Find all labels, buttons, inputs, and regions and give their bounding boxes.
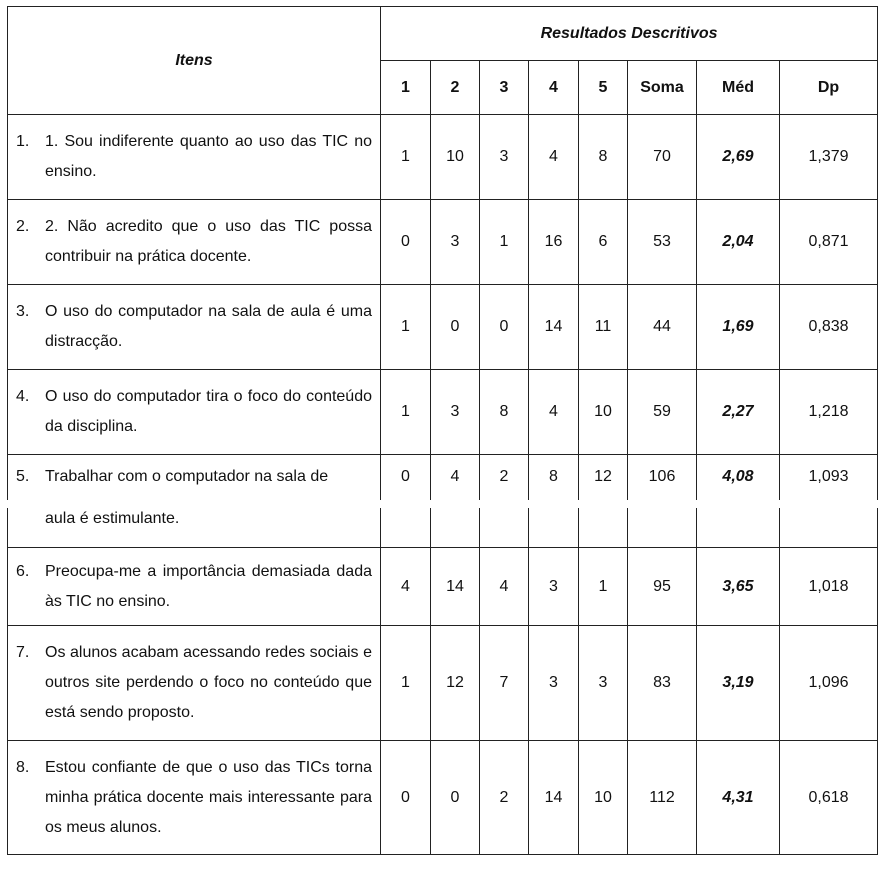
value-cell: 0,871 bbox=[780, 200, 878, 285]
item-number: 3. bbox=[16, 303, 30, 320]
item-cell bbox=[8, 200, 381, 285]
value-cell: 10 bbox=[579, 741, 628, 855]
value-cell: 3 bbox=[529, 548, 579, 626]
col-header: Soma bbox=[628, 61, 697, 115]
value-cell: 3 bbox=[431, 370, 480, 455]
table-row bbox=[8, 741, 878, 855]
value-cell: 1,379 bbox=[780, 115, 878, 200]
value-cell: 1 bbox=[381, 626, 431, 741]
value-cell: 0 bbox=[431, 741, 480, 855]
col-header: 5 bbox=[579, 61, 628, 115]
item-text-continued: aula é estimulante. bbox=[45, 509, 180, 527]
value-cell: 4 bbox=[529, 370, 579, 455]
col-header: 2 bbox=[431, 61, 480, 115]
item-text: Preocupa-me a importância demasiada dada às TIC no ensino. bbox=[45, 562, 372, 610]
col-header: 1 bbox=[381, 61, 431, 115]
item-text: Os alunos acabam acessando redes sociais e outros site perdendo o foco no conteúdo que está sendo proposto. bbox=[45, 644, 372, 721]
item-cell bbox=[8, 508, 381, 548]
value-cell: 1 bbox=[381, 115, 431, 200]
value-cell: 3 bbox=[579, 626, 628, 741]
value-cell: 14 bbox=[529, 741, 579, 855]
value-cell: 10 bbox=[579, 370, 628, 455]
table-row bbox=[8, 548, 878, 626]
mean-cell: 2,27 bbox=[697, 370, 780, 455]
value-cell: 16 bbox=[529, 200, 579, 285]
value-cell: 70 bbox=[628, 115, 697, 200]
value-cell: 1,218 bbox=[780, 370, 878, 455]
value-cell: 12 bbox=[431, 626, 480, 741]
value-cell: 95 bbox=[628, 548, 697, 626]
table-row bbox=[8, 285, 878, 370]
value-cell: 1,018 bbox=[780, 548, 878, 626]
item-number: 5. bbox=[16, 468, 30, 486]
value-cell: 0 bbox=[381, 741, 431, 855]
value-cell: 1 bbox=[381, 370, 431, 455]
value-cell: 0 bbox=[381, 455, 431, 500]
value-cell: 53 bbox=[628, 200, 697, 285]
value-cell: 4 bbox=[381, 548, 431, 626]
item-cell bbox=[8, 455, 381, 500]
mean-cell: 1,69 bbox=[697, 285, 780, 370]
page-break bbox=[8, 500, 878, 508]
value-cell: 14 bbox=[529, 285, 579, 370]
table-row-continued bbox=[8, 508, 878, 548]
results-table bbox=[7, 6, 878, 855]
table-row bbox=[8, 115, 878, 200]
table-row bbox=[8, 370, 878, 455]
item-text: Trabalhar com o computador na sala de bbox=[45, 468, 329, 486]
col-header: 4 bbox=[529, 61, 579, 115]
value-cell: 3 bbox=[431, 200, 480, 285]
item-cell bbox=[8, 741, 381, 855]
item-number: 1. bbox=[16, 133, 30, 150]
value-cell: 0 bbox=[381, 200, 431, 285]
value-cell: 59 bbox=[628, 370, 697, 455]
item-text: O uso do computador na sala de aula é uma distracção. bbox=[45, 303, 372, 350]
mean-cell: 2,04 bbox=[697, 200, 780, 285]
value-cell: 8 bbox=[529, 455, 579, 500]
mean-cell: 3,65 bbox=[697, 548, 780, 626]
value-cell: 14 bbox=[431, 548, 480, 626]
item-text: 2. Não acredito que o uso das TIC possa contribuir na prática docente. bbox=[45, 218, 372, 265]
value-cell: 112 bbox=[628, 741, 697, 855]
value-cell: 0,618 bbox=[780, 741, 878, 855]
table-row bbox=[8, 455, 878, 500]
value-cell: 6 bbox=[579, 200, 628, 285]
value-cell: 2 bbox=[480, 741, 529, 855]
value-cell: 11 bbox=[579, 285, 628, 370]
col-header: 3 bbox=[480, 61, 529, 115]
value-cell: 1 bbox=[381, 285, 431, 370]
item-cell bbox=[8, 115, 381, 200]
value-cell: 1 bbox=[480, 200, 529, 285]
item-text: 1. Sou indiferente quanto ao uso das TIC no ensino. bbox=[45, 133, 372, 180]
item-number: 8. bbox=[16, 758, 30, 776]
table-row bbox=[8, 626, 878, 741]
mean-cell: 2,69 bbox=[697, 115, 780, 200]
value-cell: 4 bbox=[529, 115, 579, 200]
value-cell: 7 bbox=[480, 626, 529, 741]
value-cell: 44 bbox=[628, 285, 697, 370]
item-number: 6. bbox=[16, 562, 30, 580]
header-itens: Itens bbox=[8, 7, 381, 115]
mean-cell: 4,31 bbox=[697, 741, 780, 855]
value-cell: 8 bbox=[579, 115, 628, 200]
item-text: O uso do computador tira o foco do conteúdo da disciplina. bbox=[45, 388, 372, 435]
value-cell: 4 bbox=[480, 548, 529, 626]
value-cell: 3 bbox=[529, 626, 579, 741]
item-number: 4. bbox=[16, 388, 30, 405]
item-number: 7. bbox=[16, 644, 30, 661]
value-cell: 1,093 bbox=[780, 455, 878, 500]
value-cell: 3 bbox=[480, 115, 529, 200]
value-cell: 12 bbox=[579, 455, 628, 500]
item-cell bbox=[8, 285, 381, 370]
mean-cell: 4,08 bbox=[697, 455, 780, 500]
item-number: 2. bbox=[16, 218, 30, 235]
table-row bbox=[8, 200, 878, 285]
value-cell: 0,838 bbox=[780, 285, 878, 370]
header-resultados: Resultados Descritivos bbox=[381, 7, 878, 61]
value-cell: 1 bbox=[579, 548, 628, 626]
col-header: Méd bbox=[697, 61, 780, 115]
item-cell bbox=[8, 626, 381, 741]
mean-cell: 3,19 bbox=[697, 626, 780, 741]
item-cell bbox=[8, 548, 381, 626]
col-header: Dp bbox=[780, 61, 878, 115]
value-cell: 1,096 bbox=[780, 626, 878, 741]
value-cell: 8 bbox=[480, 370, 529, 455]
value-cell: 83 bbox=[628, 626, 697, 741]
value-cell: 0 bbox=[431, 285, 480, 370]
item-text: Estou confiante de que o uso das TICs torna minha prática docente mais interessante para os meus alunos. bbox=[45, 758, 372, 836]
value-cell: 10 bbox=[431, 115, 480, 200]
value-cell: 0 bbox=[480, 285, 529, 370]
item-cell bbox=[8, 370, 381, 455]
value-cell: 2 bbox=[480, 455, 529, 500]
value-cell: 106 bbox=[628, 455, 697, 500]
value-cell: 4 bbox=[431, 455, 480, 500]
